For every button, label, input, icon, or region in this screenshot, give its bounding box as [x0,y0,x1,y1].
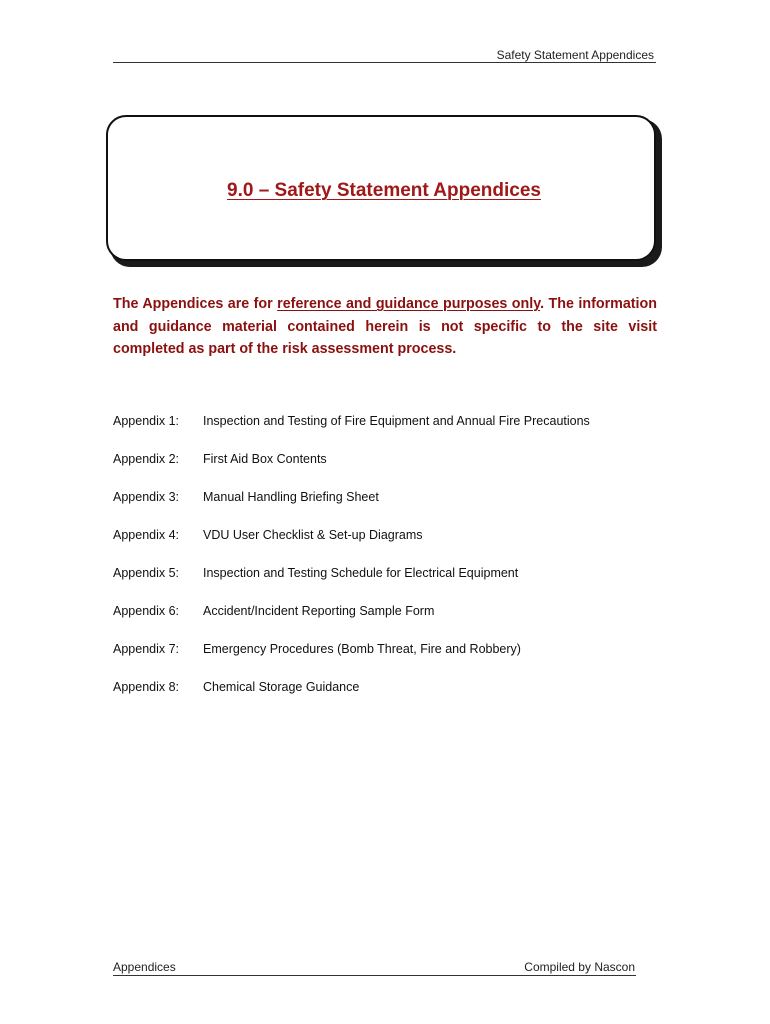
footer-compiled-by: Compiled by Nascon [524,960,635,974]
appendix-title: Chemical Storage Guidance [203,680,360,694]
appendix-item [113,604,673,642]
appendix-number: Appendix 3: [113,490,180,504]
appendix-item [113,414,673,452]
header-divider [113,62,656,63]
appendix-item [113,566,673,604]
appendix-list [113,414,673,718]
appendix-item [113,528,673,566]
intro-text-end: . The information and guidance material contained herein is not specific to the site visit completed as part of the risk assessment process. [113,296,657,357]
appendix-title: VDU User Checklist & Set-up Diagrams [203,528,423,542]
intro-text-start: The Appendices are for [113,296,278,312]
intro-paragraph [113,293,657,361]
intro-emphasis: reference and guidance purposes only [277,296,541,312]
appendix-item [113,680,673,718]
appendix-number: Appendix 4: [113,528,180,542]
appendix-number: Appendix 7: [113,642,180,656]
appendix-title: First Aid Box Contents [203,452,327,466]
appendix-item [113,490,673,528]
appendix-item [113,642,673,680]
footer-divider [113,975,636,976]
section-title-text: 9.0 – Safety Statement Appendices [227,180,541,201]
appendix-item [113,452,673,490]
appendix-number: Appendix 6: [113,604,180,618]
appendix-number: Appendix 5: [113,566,180,580]
appendix-number: Appendix 2: [113,452,180,466]
footer-section-name: Appendices [113,960,176,974]
appendix-number: Appendix 1: [113,414,180,428]
appendix-title: Manual Handling Briefing Sheet [203,490,379,504]
page-header-title: Safety Statement Appendices [496,48,654,62]
appendix-title: Inspection and Testing of Fire Equipment and Annual Fire Precautions [203,414,590,428]
section-title [106,180,662,202]
appendix-title: Inspection and Testing Schedule for Electrical Equipment [203,566,519,580]
appendix-title: Emergency Procedures (Bomb Threat, Fire and Robbery) [203,642,521,656]
appendix-number: Appendix 8: [113,680,180,694]
appendix-title: Accident/Incident Reporting Sample Form [203,604,435,618]
